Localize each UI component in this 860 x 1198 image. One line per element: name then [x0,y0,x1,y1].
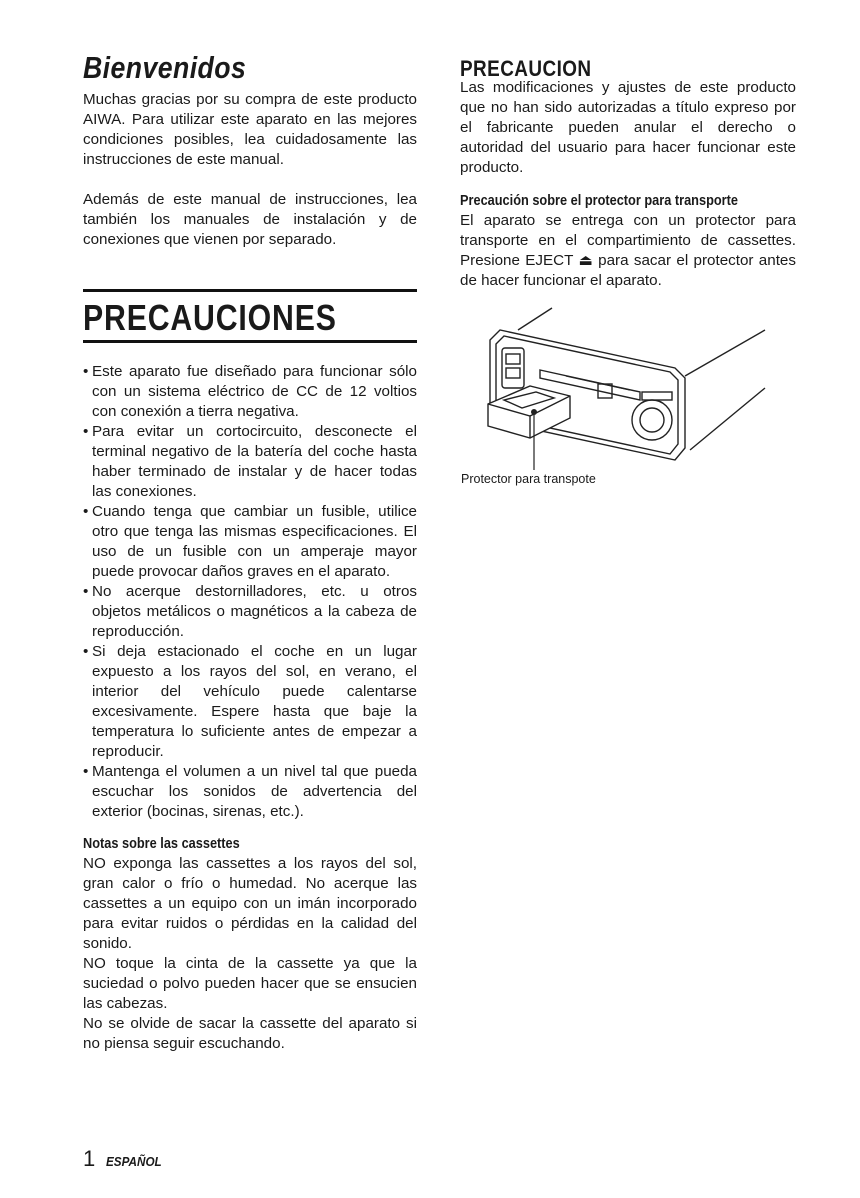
notes-paragraph-1: NO exponga las cassettes a los rayos del sol, gran calor o frío o humedad. No acerque las cassettes a un equipo con un imán incorporado para evitar ruidos o pérdidas en la calidad del sonido. [83,855,417,952]
precauciones-list [83,362,417,822]
section-divider-top [83,289,417,292]
list-item: • No acerque destornilladores, etc. u otros objetos metálicos o magnéticos a la cabeza de reproducción. [83,582,417,642]
list-item: • Si deja estacionado el coche en un lugar expuesto a los rayos del sol, en verano, el interior del vehículo puede calentarse excesivamente. Espere hasta que baje la temperatura lo suficiente antes de empezar a reproducir. [83,642,417,762]
list-item: • Cuando tenga que cambiar un fusible, utilice otro que tenga las mismas especificaciones. El uso de un fusible con un amperaje mayor puede provocar daños graves en el aparato. [83,502,417,582]
list-item: • Para evitar un cortocircuito, desconecte el terminal negativo de la batería del coche hasta haber terminado de instalar y de hacer todas las conexiones. [83,422,417,502]
welcome-paragraph-1: Muchas gracias por su compra de este producto AIWA. Para utilizar este aparato en las mejores condiciones posibles, lea cuidadosamente las instrucciones de este manual. [83,91,417,168]
welcome-title: Bienvenidos [83,50,247,85]
welcome-paragraph-2: Además de este manual de instrucciones, lea también los manuales de instalación y de conexiones que vienen por separado. [83,191,417,248]
protector-text-after: para sacar el protector antes de hacer funcionar el aparato. [460,252,796,289]
list-item: • Este aparato fue diseñado para funcionar sólo con un sistema eléctrico de CC de 12 voltios con conexión a tierra negativa. [83,362,417,422]
eject-icon: ⏏ [578,252,593,269]
protector-heading: Precaución sobre el protector para transporte [460,193,738,209]
notes-body [83,854,417,1054]
list-item: • Mantenga el volumen a un nivel tal que pueda escuchar los sonidos de advertencia del exterior (bocinas, sirenas, etc.). [83,762,417,822]
notes-paragraph-2: NO toque la cinta de la cassette ya que la suciedad o polvo pueden hacer que se ensucien las cabezas. [83,955,417,1012]
page-number: 1 [83,1146,96,1171]
protector-text-before: El aparato se entrega con un protector para transporte en el compartimiento de cassettes. Presione EJECT [460,212,796,269]
figure-caption: Protector para transpote [461,472,596,486]
car-stereo-illustration [470,300,800,480]
protector-paragraph [460,211,796,291]
footer-language: ESPAÑOL [105,1154,162,1169]
precaucion-title: PRECAUCION [460,56,592,81]
notes-paragraph-3: No se olvide de sacar la cassette del aparato si no piensa seguir escuchando. [83,1015,417,1052]
section-divider-bottom [83,340,417,343]
page-footer [83,1146,168,1172]
notes-heading: Notas sobre las cassettes [83,836,240,852]
precauciones-title: PRECAUCIONES [83,297,337,338]
precaucion-paragraph: Las modificaciones y ajustes de este producto que no han sido autorizadas a título expreso por el fabricante pueden anular el derecho o autoridad del usuario para hacer funcionar este producto. [460,79,796,176]
